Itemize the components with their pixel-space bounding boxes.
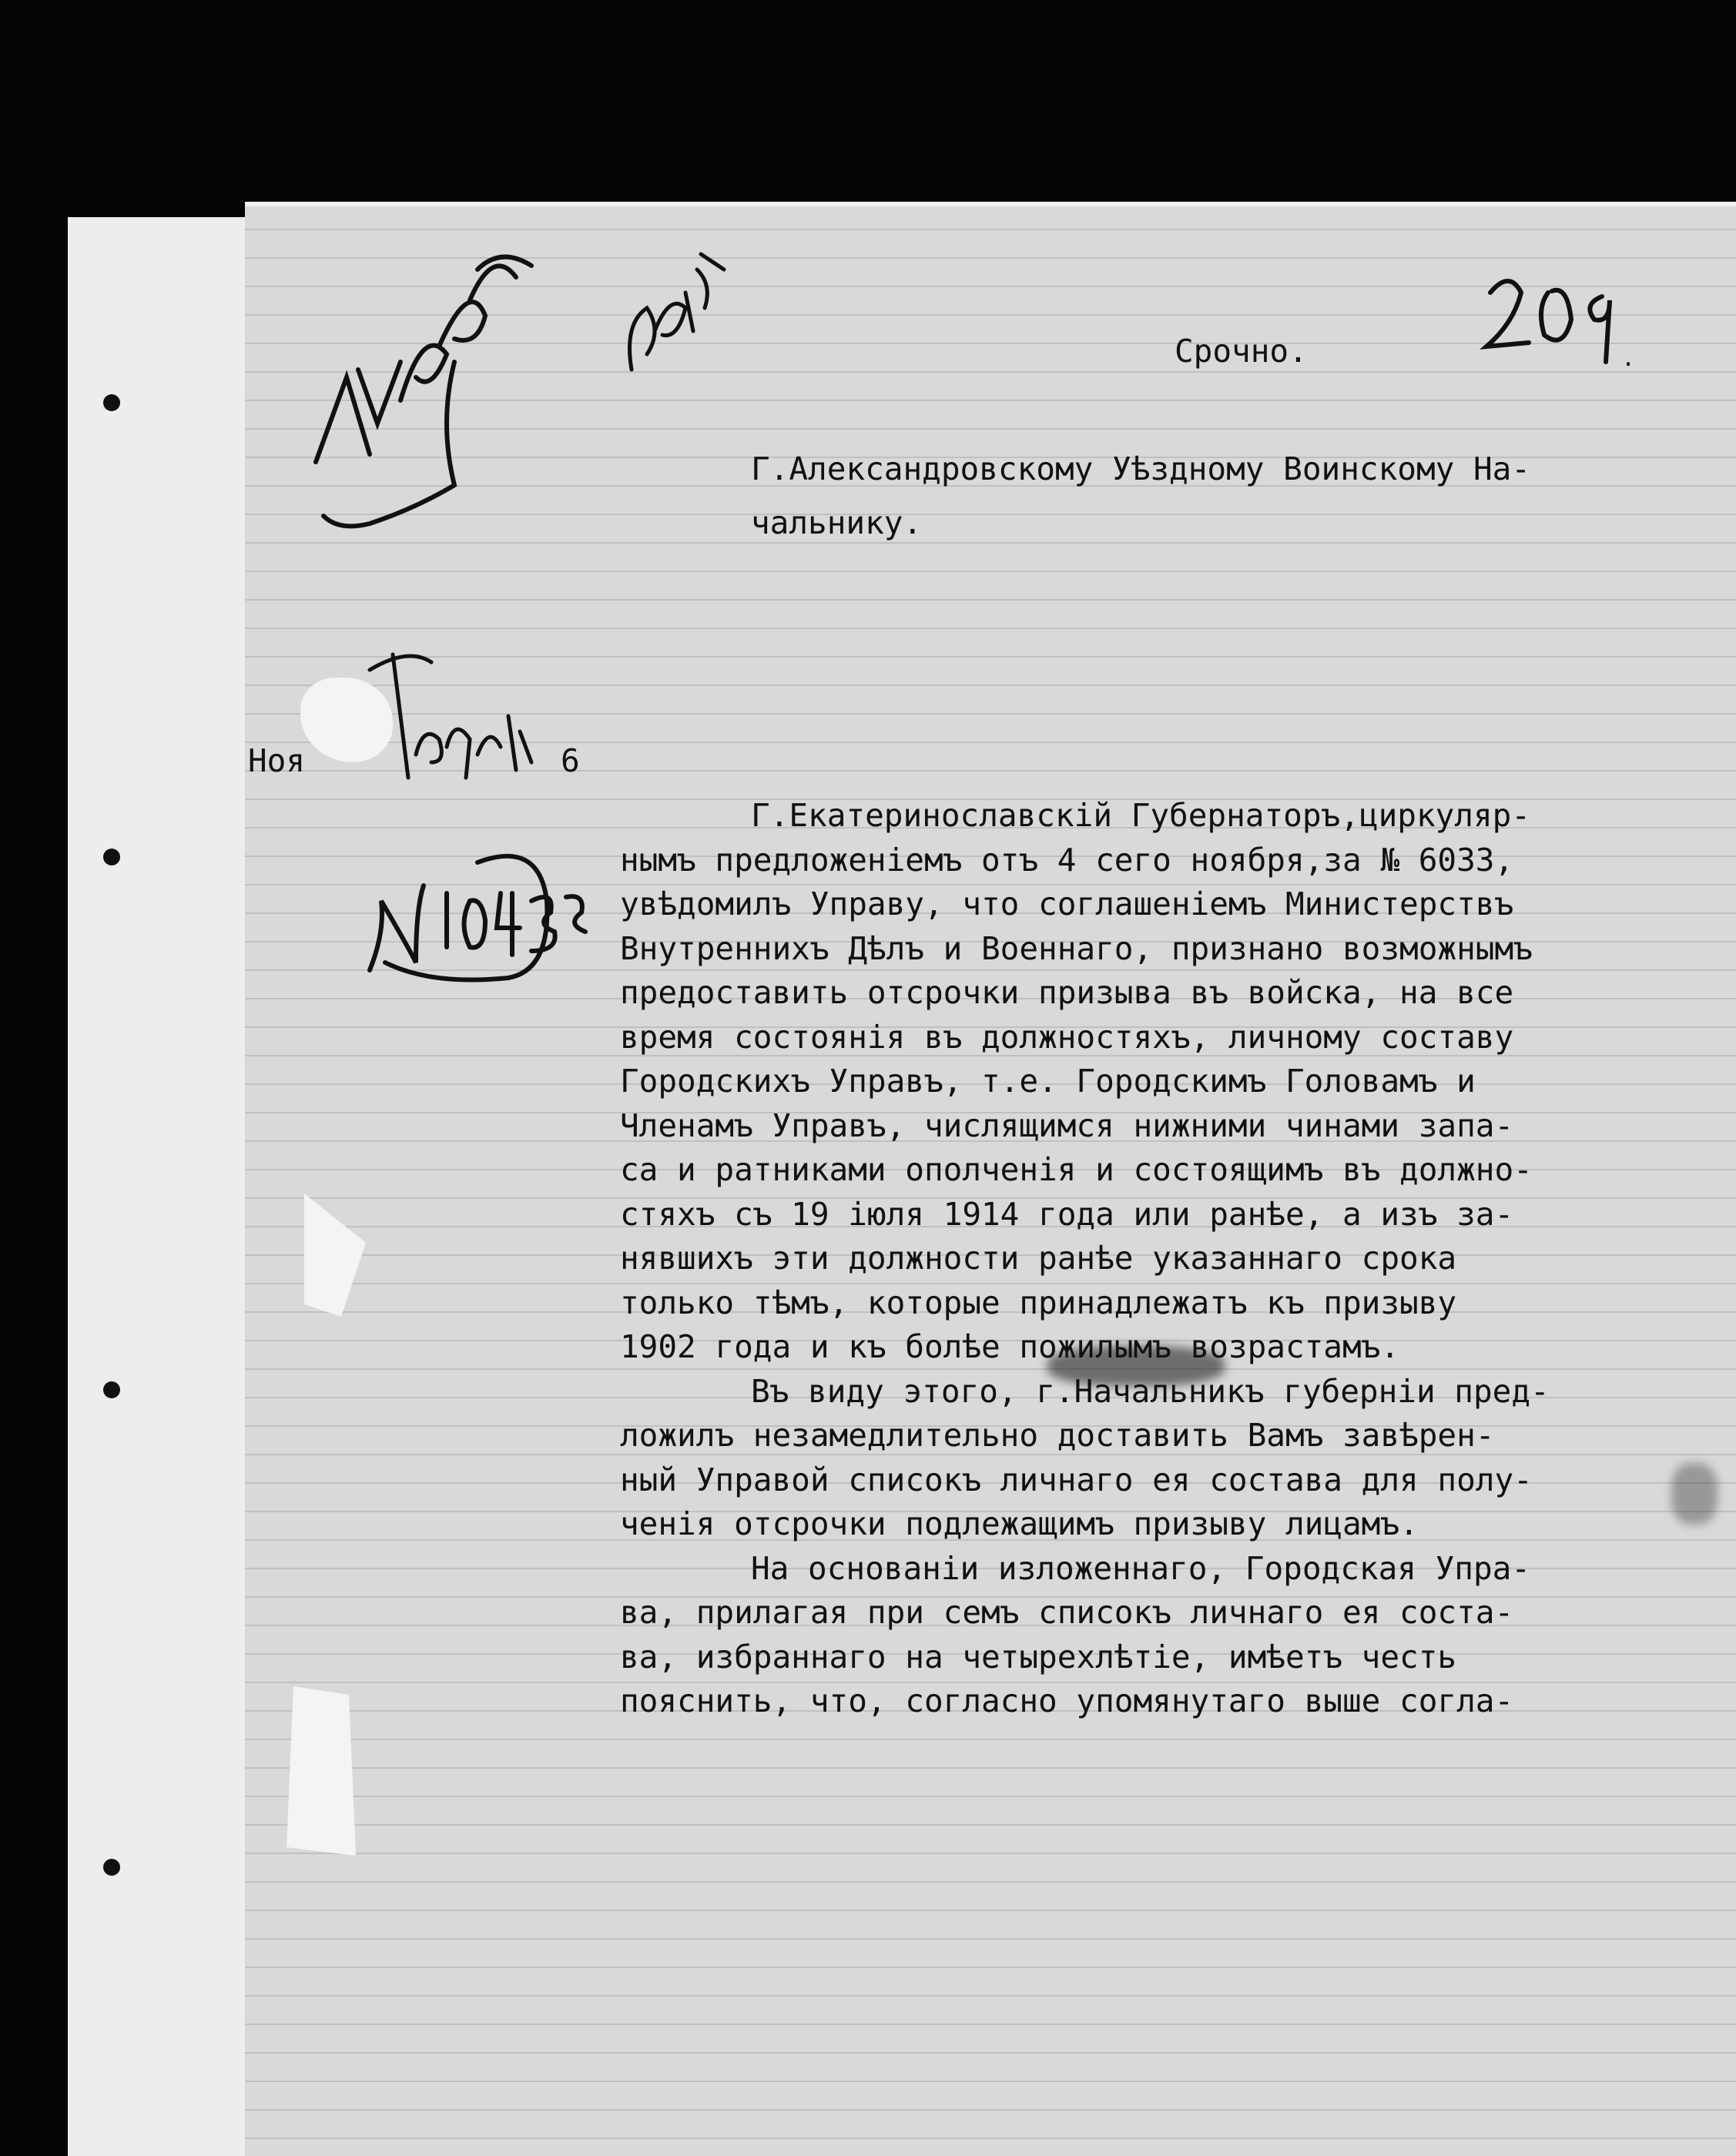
body-line: нявшихъ эти должности ранѣе указаннаго срока — [620, 1240, 1457, 1277]
body-line: увѣдомилъ Управу, что соглашеніемъ Министерствъ — [620, 886, 1514, 922]
body-line: ный Управой списокъ личнаго ея состава для полу- — [620, 1461, 1533, 1498]
body-line: стяхъ съ 19 іюля 1914 года или ранѣе, а изъ за- — [620, 1196, 1514, 1233]
body-line: ва, избраннаго на четырехлѣтіе, имѣетъ честь — [620, 1639, 1457, 1676]
body-line: Въ виду этого, г.Начальникъ губерніи пред- — [751, 1373, 1550, 1410]
date-fragment: Ноя — [248, 742, 306, 779]
svg-text:.: . — [1621, 345, 1636, 372]
body-line: нымъ предложеніемъ отъ 4 сего ноября,за № 6033, — [620, 842, 1514, 879]
addressee-line-2: чальнику. — [751, 504, 923, 541]
body-line: Городскихъ Управъ, т.е. Городскимъ Головамъ и — [620, 1063, 1476, 1100]
body-line: Членамъ Управъ, числящимся нижними чинами запа- — [620, 1107, 1514, 1144]
body-line: только тѣмъ, которые принадлежатъ къ призыву — [620, 1284, 1457, 1321]
body-line: предоставить отсрочки призыва въ войска, на все — [620, 974, 1514, 1011]
body-line: пояснить, что, согласно упомянутаго выше согла- — [620, 1682, 1514, 1719]
body-line: са и ратниками ополченія и состоящимъ въ должно- — [620, 1151, 1533, 1188]
body-line: На основаніи изложеннаго, Городская Упра- — [751, 1550, 1531, 1587]
date-digit: 6 — [561, 742, 580, 779]
body-line: Г.Екатеринославскій Губернаторъ,циркуляр- — [751, 797, 1531, 834]
body-line: ченія отсрочки подлежащимъ призыву лицамъ. — [620, 1505, 1419, 1542]
urgent-label: Срочно. — [1175, 333, 1308, 370]
body-line: Внутреннихъ Дѣлъ и Военнаго, признано возможнымъ — [620, 930, 1533, 967]
body-line: время состоянія въ должностяхъ, личному составу — [620, 1019, 1514, 1056]
addressee-line-1: Г.Александровскому Уѣздному Воинскому На- — [751, 450, 1531, 487]
body-line: ва, прилагая при семъ списокъ личнаго ея соста- — [620, 1594, 1514, 1631]
body-line: ложилъ незамедлительно доставить Вамъ завѣрен- — [620, 1417, 1495, 1454]
body-line: 1902 года и къ болѣе пожилымъ возрастамъ. — [620, 1328, 1400, 1365]
